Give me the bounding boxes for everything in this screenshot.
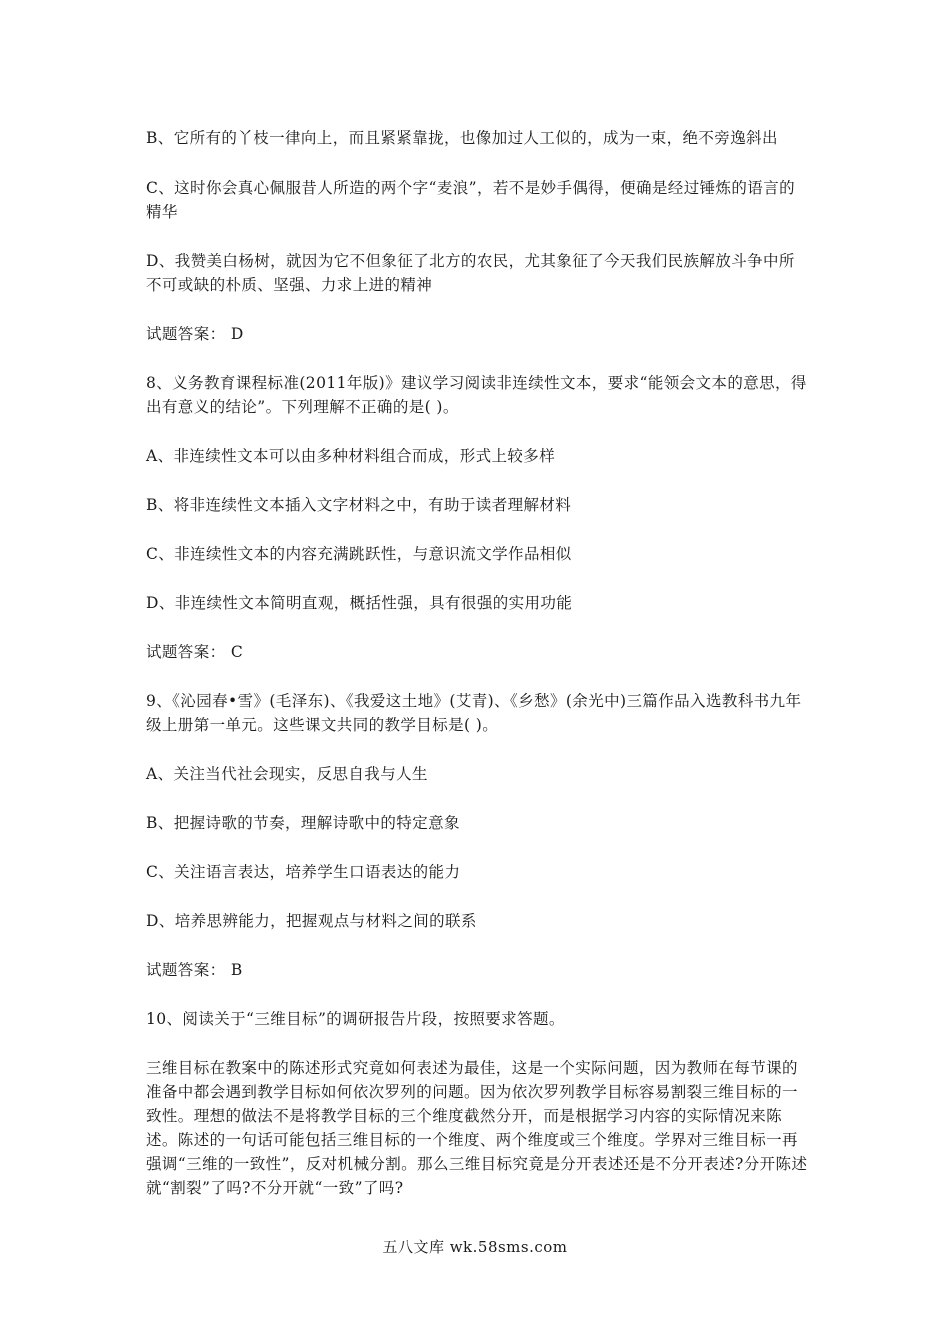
q10-passage: 三维目标在教案中的陈述形式究竟如何表述为最佳，这是一个实际问题，因为教师在每节课的准备中都会遇到教学目标如何依次罗列的问题。因为依次罗列教学目标容易割裂三维目标的一致性。理想的做法不是将教学目标的三个维度截然分开，而是根据学习内容的实际情况来陈述。陈述的一句话可能包括三维目标的一个维度、两个维度或三个维度。学界对三维目标一再强调“三维的一致性”，反对机械分割。那么三维目标究竟是分开表述还是不分开表述?分开陈述就“割裂”了吗?不分开就“一致”了吗? (146, 1059, 808, 1197)
q8-option-a: A、非连续性文本可以由多种材料组合而成，形式上较多样 (146, 447, 556, 465)
q7-answer: 试题答案： D (146, 325, 244, 343)
q7-option-d: D、我赞美白杨树，就因为它不但象征了北方的农民，尤其象征了今天我们民族解放斗争中所不可或缺的朴质、坚强、力求上进的精神 (146, 252, 795, 294)
q9-option-b: B、把握诗歌的节奏，理解诗歌中的特定意象 (146, 814, 460, 832)
q8-option-d: D、非连续性文本简明直观，概括性强，具有很强的实用功能 (146, 594, 573, 612)
q7-option-c: C、这时你会真心佩服昔人所造的两个字“麦浪”，若不是妙手偶得，便确是经过锤炼的语言的精华 (146, 179, 796, 221)
q9-option-c: C、关注语言表达，培养学生口语表达的能力 (146, 863, 461, 881)
q7-option-b: B、它所有的丫枝一律向上，而且紧紧靠拢，也像加过人工似的，成为一束，绝不旁逸斜出 (146, 129, 778, 147)
q8-option-c: C、非连续性文本的内容充满跳跃性，与意识流文学作品相似 (146, 545, 572, 563)
q8-option-b: B、将非连续性文本插入文字材料之中，有助于读者理解材料 (146, 496, 572, 514)
q9-option-a: A、关注当代社会现实，反思自我与人生 (146, 765, 428, 783)
q8-stem: 8、义务教育课程标准(2011年版)》建议学习阅读非连续性文本，要求“能领会文本的意思，得出有意义的结论”。下列理解不正确的是( )。 (146, 374, 807, 416)
q9-stem: 9、《沁园春•雪》(毛泽东)、《我爱这土地》(艾青)、《乡愁》(余光中)三篇作品入选教科书九年级上册第一单元。这些课文共同的教学目标是( )。 (146, 692, 802, 734)
q9-answer: 试题答案： B (146, 961, 243, 979)
q8-answer: 试题答案： C (146, 643, 244, 661)
footer-watermark: 五八文库 wk.58sms.com (382, 1238, 568, 1256)
q9-option-d: D、培养思辨能力，把握观点与材料之间的联系 (146, 912, 477, 930)
q10-stem: 10、阅读关于“三维目标”的调研报告片段，按照要求答题。 (146, 1010, 565, 1028)
